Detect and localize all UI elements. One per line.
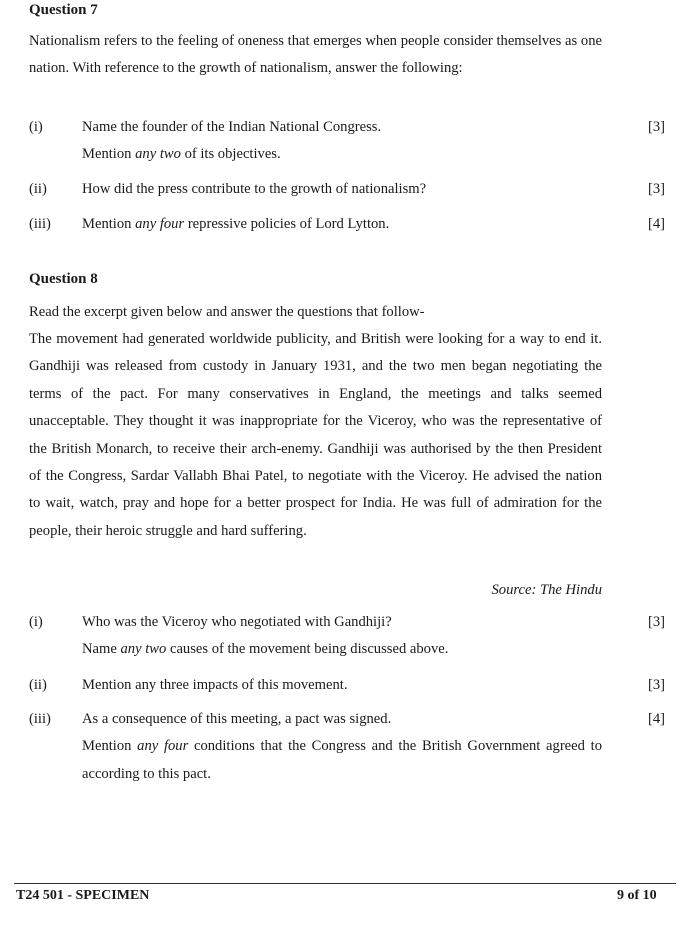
question-7-intro: Nationalism refers to the feeling of oneness that emerges when people consider themselves as one nation. With reference to the growth of nationalism, answer the following:	[29, 33, 602, 77]
q7-item-2-number: (ii)	[29, 181, 47, 197]
question-8-heading: Question 8	[29, 271, 98, 287]
footer-divider	[14, 883, 676, 884]
q8-item-2-number: (ii)	[29, 677, 47, 693]
q8-item-3-number: (iii)	[29, 711, 51, 727]
q8-item-1-number: (i)	[29, 614, 43, 630]
q8-item-1-text: Who was the Viceroy who negotiated with Gandhiji?	[82, 614, 392, 630]
footer-page-number: 9 of 10	[617, 888, 657, 903]
q7-item-2-marks: [3]	[648, 181, 666, 197]
question-8-instruction: Read the excerpt given below and answer the questions that follow-	[29, 304, 425, 320]
q7-item-1-subtext: Mention any two of its objectives.	[82, 146, 281, 162]
q8-item-1-subtext: Name any two causes of the movement being discussed above.	[82, 641, 449, 657]
q8-item-3-subtext: Mention any four conditions that the Congress and the British Government agreed to according to this pact.	[82, 738, 602, 782]
q7-item-3-text: Mention any four repressive policies of Lord Lytton.	[82, 216, 390, 232]
q8-item-3-text: As a consequence of this meeting, a pact was signed.	[82, 711, 392, 727]
q7-item-1-text: Name the founder of the Indian National Congress.	[82, 119, 382, 135]
excerpt-source: Source: The Hindu	[491, 582, 602, 598]
q7-item-2-text: How did the press contribute to the growth of nationalism?	[82, 181, 427, 197]
question-8-excerpt: The movement had generated worldwide publicity, and British were looking for a way to end it. Gandhiji was released from custody in January 1931, and the two men began negotiating the terms of the pact. For many conservatives in England, the meetings and talks seemed unacceptable. They thought it was inappropriate for the Viceroy, who was the representative of the British Monarch, to receive their arch-enemy. Gandhiji was authorised by the then President of the Congress, Sardar Vallabh Bhai Patel, to negotiate with the Viceroy. He advised the nation to wait, watch, pray and hope for a better prospect for India. He was full of admiration for the people, their heroic struggle and hard suffering.	[29, 331, 602, 539]
q7-item-1-marks: [3]	[648, 119, 666, 135]
q7-item-1-number: (i)	[29, 119, 43, 135]
q8-item-2-marks: [3]	[648, 677, 666, 693]
footer-paper-code: T24 501 - SPECIMEN	[16, 888, 150, 903]
q7-item-3-number: (iii)	[29, 216, 51, 232]
q8-item-3-marks: [4]	[648, 711, 666, 727]
question-7-heading: Question 7	[29, 2, 98, 18]
q8-item-1-marks: [3]	[648, 614, 666, 630]
q8-item-2-text: Mention any three impacts of this movement.	[82, 677, 348, 693]
q7-item-3-marks: [4]	[648, 216, 666, 232]
